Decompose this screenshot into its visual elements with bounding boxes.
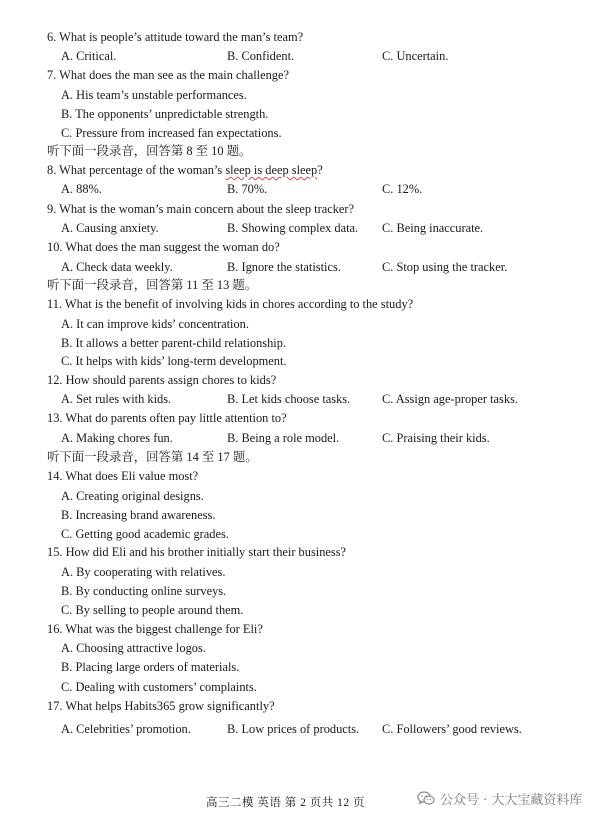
question-8-highlight: sleep is deep sleep bbox=[225, 163, 318, 177]
option-17c: C. Followers’ good reviews. bbox=[382, 722, 522, 736]
question-11: 11. What is the benefit of involving kids in chores according to the study? bbox=[47, 297, 414, 311]
option-15a: A. By cooperating with relatives. bbox=[61, 565, 226, 579]
question-7: 7. What does the man see as the main challenge? bbox=[47, 68, 289, 82]
option-12a: A. Set rules with kids. bbox=[61, 392, 172, 406]
question-8 bbox=[47, 164, 323, 176]
section-instruction-11-13: 听下面一段录音，回答第 11 至 13 题。 bbox=[47, 278, 258, 292]
question-15: 15. How did Eli and his brother initially start their business? bbox=[47, 545, 347, 559]
option-10c: C. Stop using the tracker. bbox=[382, 260, 508, 274]
option-10a: A. Check data weekly. bbox=[61, 260, 173, 274]
option-7c: C. Pressure from increased fan expectations. bbox=[61, 126, 282, 140]
question-14: 14. What does Eli value most? bbox=[47, 469, 199, 483]
option-16b: B. Placing large orders of materials. bbox=[61, 660, 240, 674]
question-12: 12. How should parents assign chores to kids? bbox=[47, 373, 277, 387]
option-13b: B. Being a role model. bbox=[227, 431, 340, 445]
question-13: 13. What do parents often pay little attention to? bbox=[47, 411, 287, 425]
option-7a: A. His team’s unstable performances. bbox=[61, 88, 247, 102]
option-14a: A. Creating original designs. bbox=[61, 489, 204, 503]
option-9b: B. Showing complex data. bbox=[227, 221, 359, 235]
option-17a: A. Celebrities’ promotion. bbox=[61, 722, 191, 736]
option-9c: C. Being inaccurate. bbox=[382, 221, 484, 235]
section-instruction-8-10: 听下面一段录音，回答第 8 至 10 题。 bbox=[47, 144, 252, 158]
option-13c: C. Praising their kids. bbox=[382, 431, 490, 445]
question-16: 16. What was the biggest challenge for Eli? bbox=[47, 622, 263, 636]
option-14c: C. Getting good academic grades. bbox=[61, 527, 229, 541]
option-17b: B. Low prices of products. bbox=[227, 722, 360, 736]
question-17: 17. What helps Habits365 grow significantly? bbox=[47, 699, 275, 713]
option-8b: B. 70%. bbox=[227, 182, 268, 196]
page-footer: 高三二模 英语 第 2 页共 12 页 bbox=[206, 797, 365, 809]
option-6c: C. Uncertain. bbox=[382, 49, 449, 63]
option-15b: B. By conducting online surveys. bbox=[61, 584, 227, 598]
option-11c: C. It helps with kids’ long-term development. bbox=[61, 354, 287, 368]
question-8-end: ? bbox=[317, 163, 323, 177]
option-11b: B. It allows a better parent-child relationship. bbox=[61, 336, 287, 350]
option-9a: A. Causing anxiety. bbox=[61, 221, 159, 235]
option-6a: A. Critical. bbox=[61, 49, 117, 63]
wechat-icon bbox=[417, 791, 435, 806]
watermark bbox=[417, 789, 582, 808]
question-9: 9. What is the woman’s main concern about the sleep tracker? bbox=[47, 202, 355, 216]
option-12c: C. Assign age-proper tasks. bbox=[382, 392, 518, 406]
option-14b: B. Increasing brand awareness. bbox=[61, 508, 216, 522]
option-16c: C. Dealing with customers’ complaints. bbox=[61, 680, 257, 694]
option-8c: C. 12%. bbox=[382, 182, 423, 196]
option-7b: B. The opponents’ unpredictable strength. bbox=[61, 107, 269, 121]
option-6b: B. Confident. bbox=[227, 49, 295, 63]
watermark-text: 公众号 · 大大宝藏资料库 bbox=[440, 793, 583, 808]
option-15c: C. By selling to people around them. bbox=[61, 603, 244, 617]
option-8a: A. 88%. bbox=[61, 182, 102, 196]
section-instruction-14-17: 听下面一段录音，回答第 14 至 17 题。 bbox=[47, 450, 258, 464]
question-6: 6. What is people’s attitude toward the man’s team? bbox=[47, 30, 304, 44]
option-12b: B. Let kids choose tasks. bbox=[227, 392, 351, 406]
option-16a: A. Choosing attractive logos. bbox=[61, 641, 206, 655]
option-11a: A. It can improve kids’ concentration. bbox=[61, 317, 249, 331]
option-10b: B. Ignore the statistics. bbox=[227, 260, 341, 274]
question-10: 10. What does the man suggest the woman do? bbox=[47, 240, 280, 254]
option-13a: A. Making chores fun. bbox=[61, 431, 173, 445]
question-8-text: 8. What percentage of the woman’s bbox=[47, 163, 226, 177]
